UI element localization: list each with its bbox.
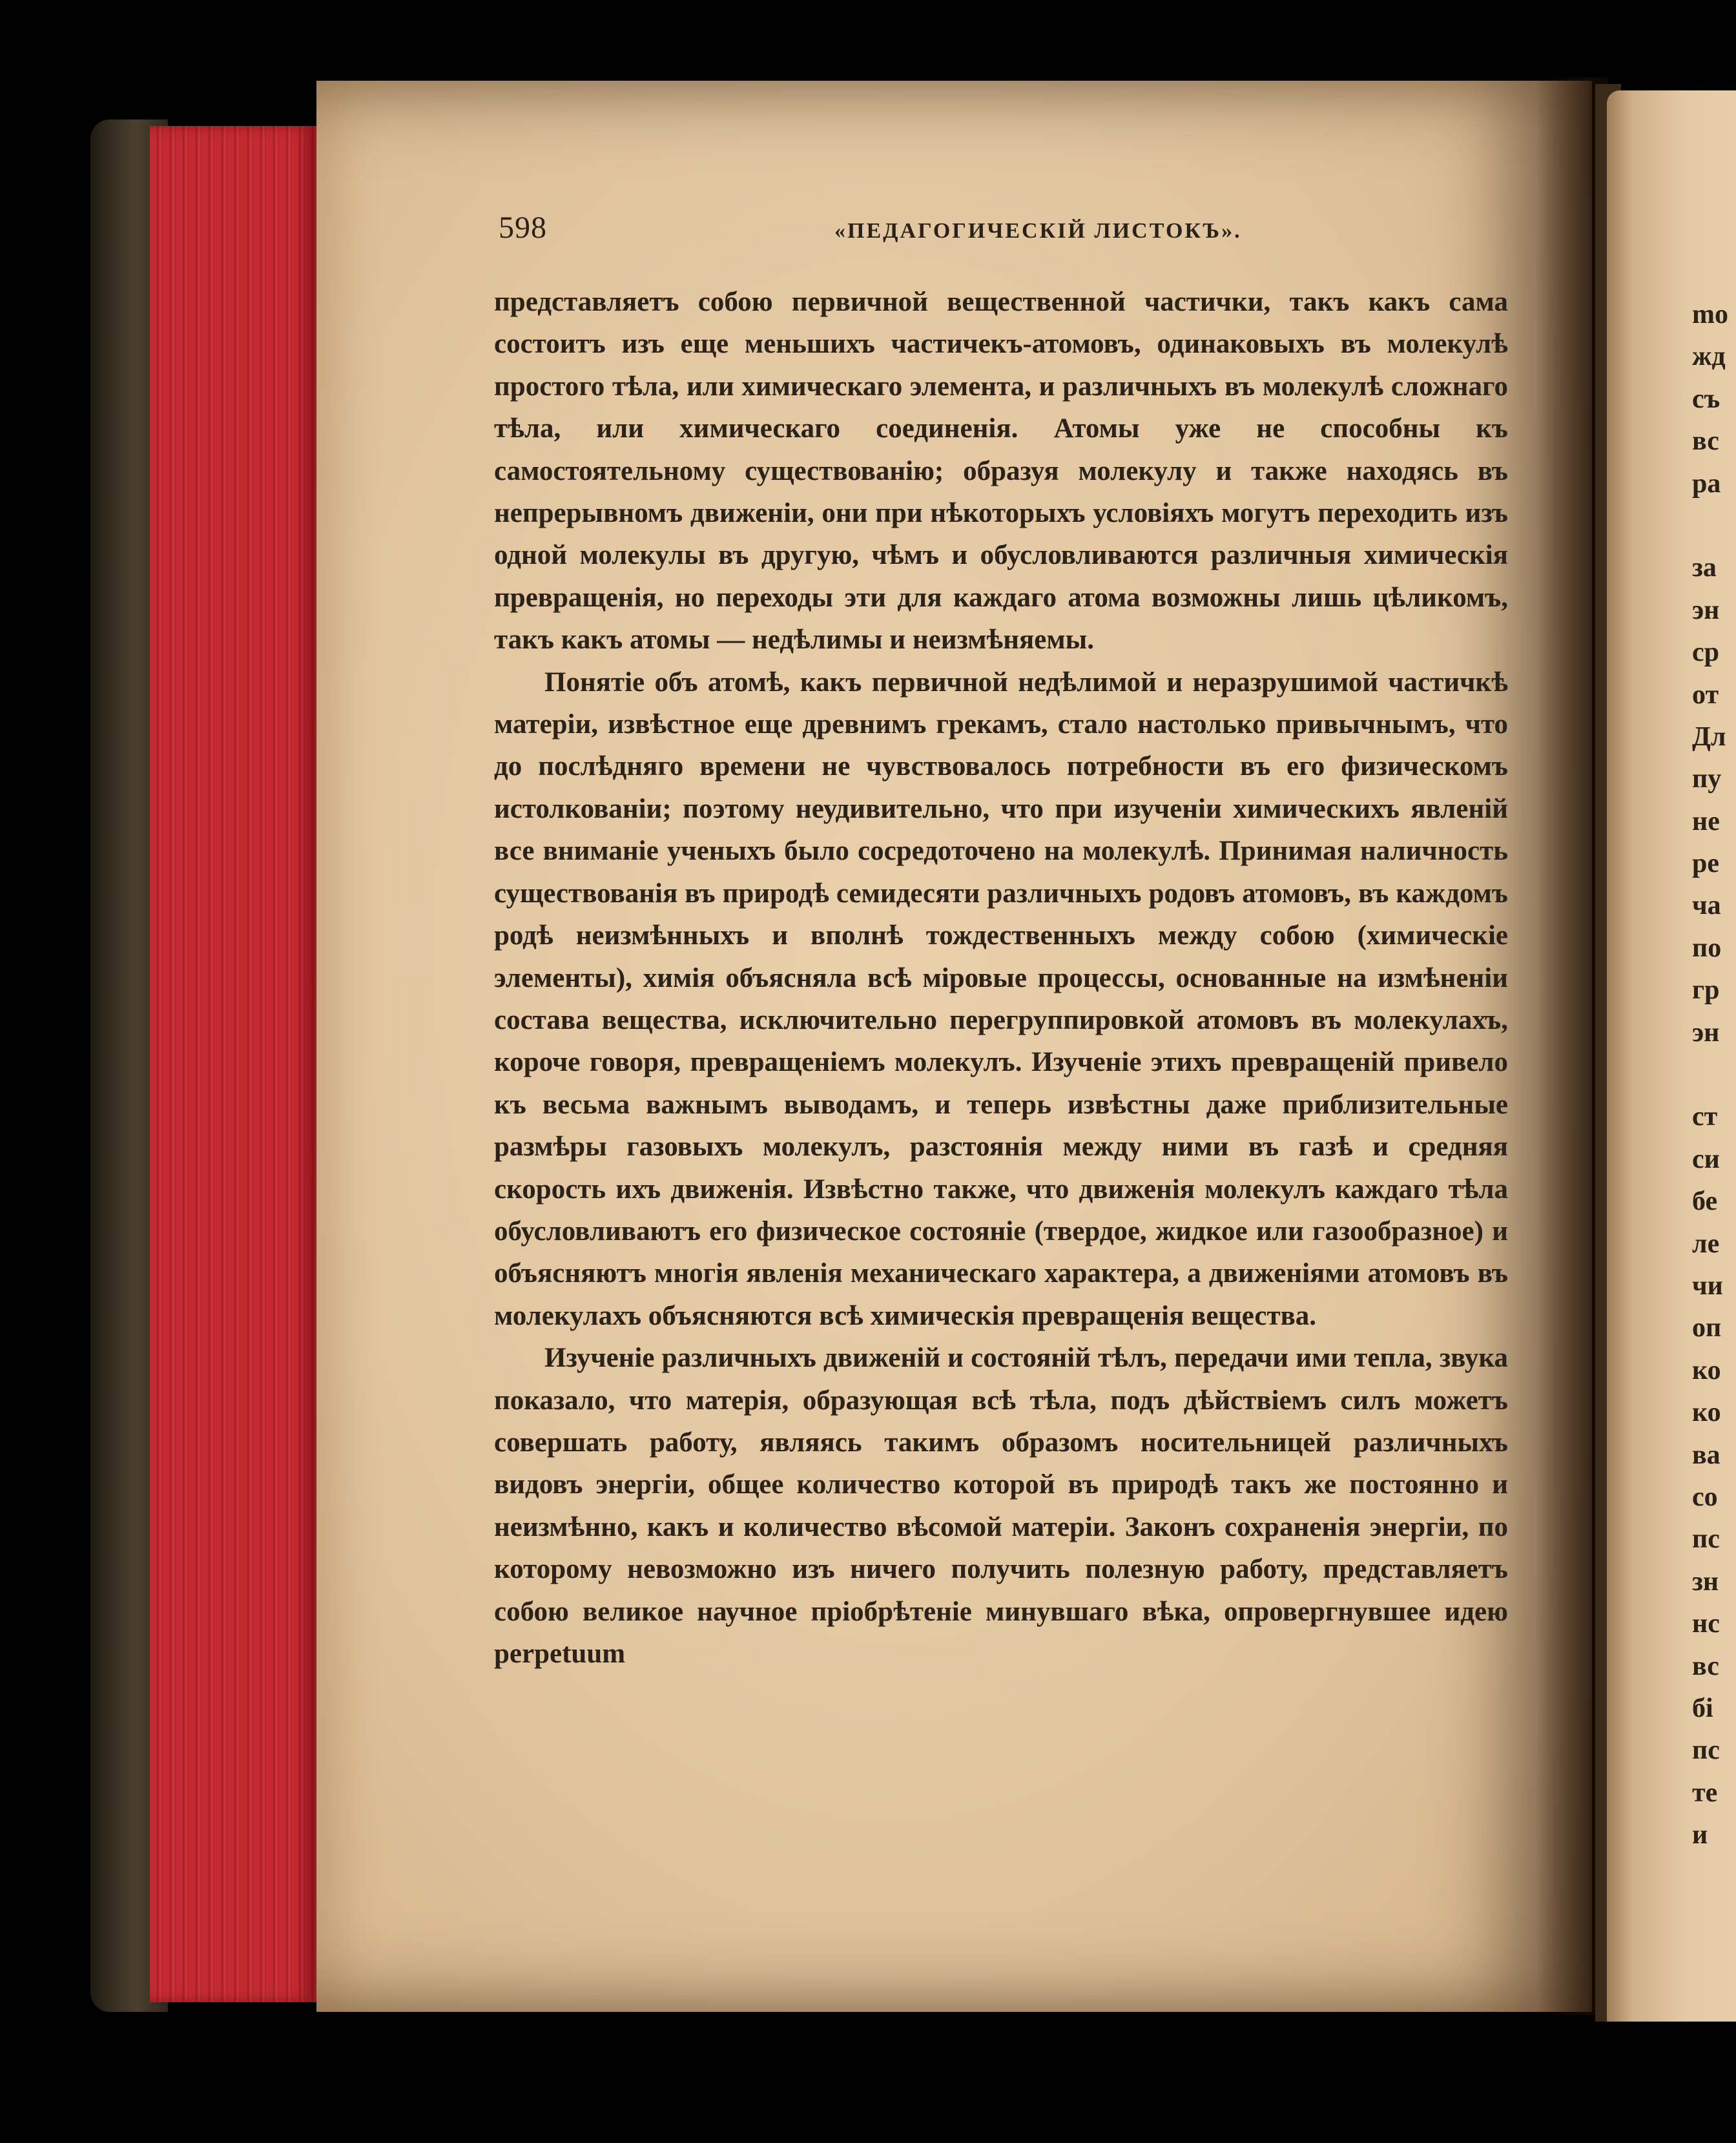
fragment: по	[1692, 933, 1722, 963]
fragment: эн	[1692, 595, 1720, 625]
fragment: за	[1692, 553, 1717, 583]
fragment: ле	[1692, 1228, 1720, 1259]
fragment: оп	[1692, 1313, 1722, 1343]
body-text	[494, 281, 1508, 1675]
fragment: чи	[1692, 1270, 1723, 1301]
fragment: ра	[1692, 468, 1721, 499]
fragment: зн	[1692, 1566, 1719, 1597]
fragment: ко	[1692, 1398, 1721, 1428]
fragment: бе	[1692, 1186, 1718, 1217]
fragment: гр	[1692, 975, 1720, 1006]
paragraph-3: Изученіе различныхъ движеній и состояній тѣлъ, передачи ими тепла, звука показало, что матерія, образующая всѣ тѣла, подъ дѣйствіемъ силъ можетъ совершать работу, являясь такимъ образомъ носительницей различныхъ видовъ энергіи, общее количество которой въ природѣ такъ же постоянно и неизмѣнно, какъ и количество вѣсомой матеріи. Законъ сохраненія энергіи, по которому невозможно изъ ничего получить полезную работу, представляетъ собою великое научное пріобрѣтеніе минувшаго вѣка, опровергнувшее идею perpetuum	[494, 1343, 1508, 1669]
fragment: нс	[1692, 1609, 1720, 1639]
fragment: не	[1692, 806, 1720, 836]
red-page-edges	[150, 126, 316, 2002]
page-header	[499, 210, 1506, 255]
fragment: жд	[1692, 342, 1726, 372]
fragment	[1692, 505, 1736, 547]
fragment: и	[1692, 1820, 1708, 1850]
fragment: си	[1692, 1144, 1720, 1174]
fragment: пу	[1692, 764, 1722, 794]
fragment: ко	[1692, 1355, 1721, 1385]
fragment: mo	[1692, 300, 1728, 329]
fragment: вс	[1692, 426, 1719, 457]
fragment: ва	[1692, 1440, 1720, 1470]
fragment: Дл	[1692, 721, 1726, 752]
fragment: бі	[1692, 1693, 1713, 1723]
fragment: ср	[1692, 637, 1719, 668]
fragment: те	[1692, 1777, 1718, 1808]
facing-page-text	[1692, 294, 1736, 1856]
fragment: ча	[1692, 891, 1721, 921]
page-number: 598	[499, 211, 547, 245]
fragment: ст	[1692, 1102, 1718, 1132]
fragment: ре	[1692, 849, 1719, 879]
running-title: «ПЕДАГОГИЧЕСКІЙ ЛИСТОКЪ».	[834, 219, 1242, 243]
fragment: от	[1692, 679, 1719, 710]
paragraph-2: Понятіе объ атомѣ, какъ первичной недѣлимой и неразрушимой частичкѣ матеріи, извѣстное еще древнимъ грекамъ, стало настолько привычнымъ, что до послѣдняго времени не чувствовалось потребности въ его физическомъ истолкованіи; поэтому неудивительно, что при изученіи химическихъ явленій все вниманіе ученыхъ было сосредоточено на молекулѣ. Принимая наличность существованія въ природѣ семидесяти различныхъ родовъ атомовъ, въ каждомъ родѣ неизмѣнныхъ и вполнѣ тождественныхъ между собою (химическіе элементы), химія объясняла всѣ міровые процессы, основанные на измѣненіи состава вещества, исключительно перегруппировкой атомовъ въ молекулахъ, короче говоря, превращеніемъ молекулъ. Изученіе этихъ превращеній привело къ весьма важнымъ выводамъ, и теперь извѣстны даже приблизительные размѣры газовыхъ молекулъ, разстоянія между ними въ газѣ и средняя скорость ихъ движенія. Извѣстно также, что движенія молекулъ каждаго тѣла обусловливаютъ его физическое состояніе (твердое, жидкое или газообразное) и объясняютъ многія явленія механическаго характера, а движеніями атомовъ въ молекулахъ объясняются всѣ химическія превращенія вещества.	[494, 667, 1508, 1331]
fragment: съ	[1692, 384, 1720, 414]
fragment: пс	[1692, 1735, 1720, 1766]
fragment	[1692, 1054, 1736, 1096]
fragment: эн	[1692, 1017, 1720, 1048]
fragment: пс	[1692, 1524, 1720, 1555]
fragment: вс	[1692, 1651, 1719, 1681]
fragment: со	[1692, 1482, 1718, 1512]
paragraph-1: представляетъ собою первичной вещественной частички, такъ какъ сама состоитъ изъ еще меньшихъ частичекъ-атомовъ, одинаковыхъ въ молекулѣ простого тѣла, или химическаго элемента, и различныхъ въ молекулѣ сложнаго тѣла, или химическаго соединенія. Атомы уже не способны къ самостоятельному существованію; образуя молекулу и также находясь въ непрерывномъ движеніи, они при нѣкоторыхъ условіяхъ могутъ переходить изъ одной молекулы въ другую, чѣмъ и обусловливаются различныя химическія превращенія, но переходы эти для каждаго атома возможны лишь цѣликомъ, такъ какъ атомы — недѣлимы и неизмѣняемы.	[494, 287, 1508, 656]
